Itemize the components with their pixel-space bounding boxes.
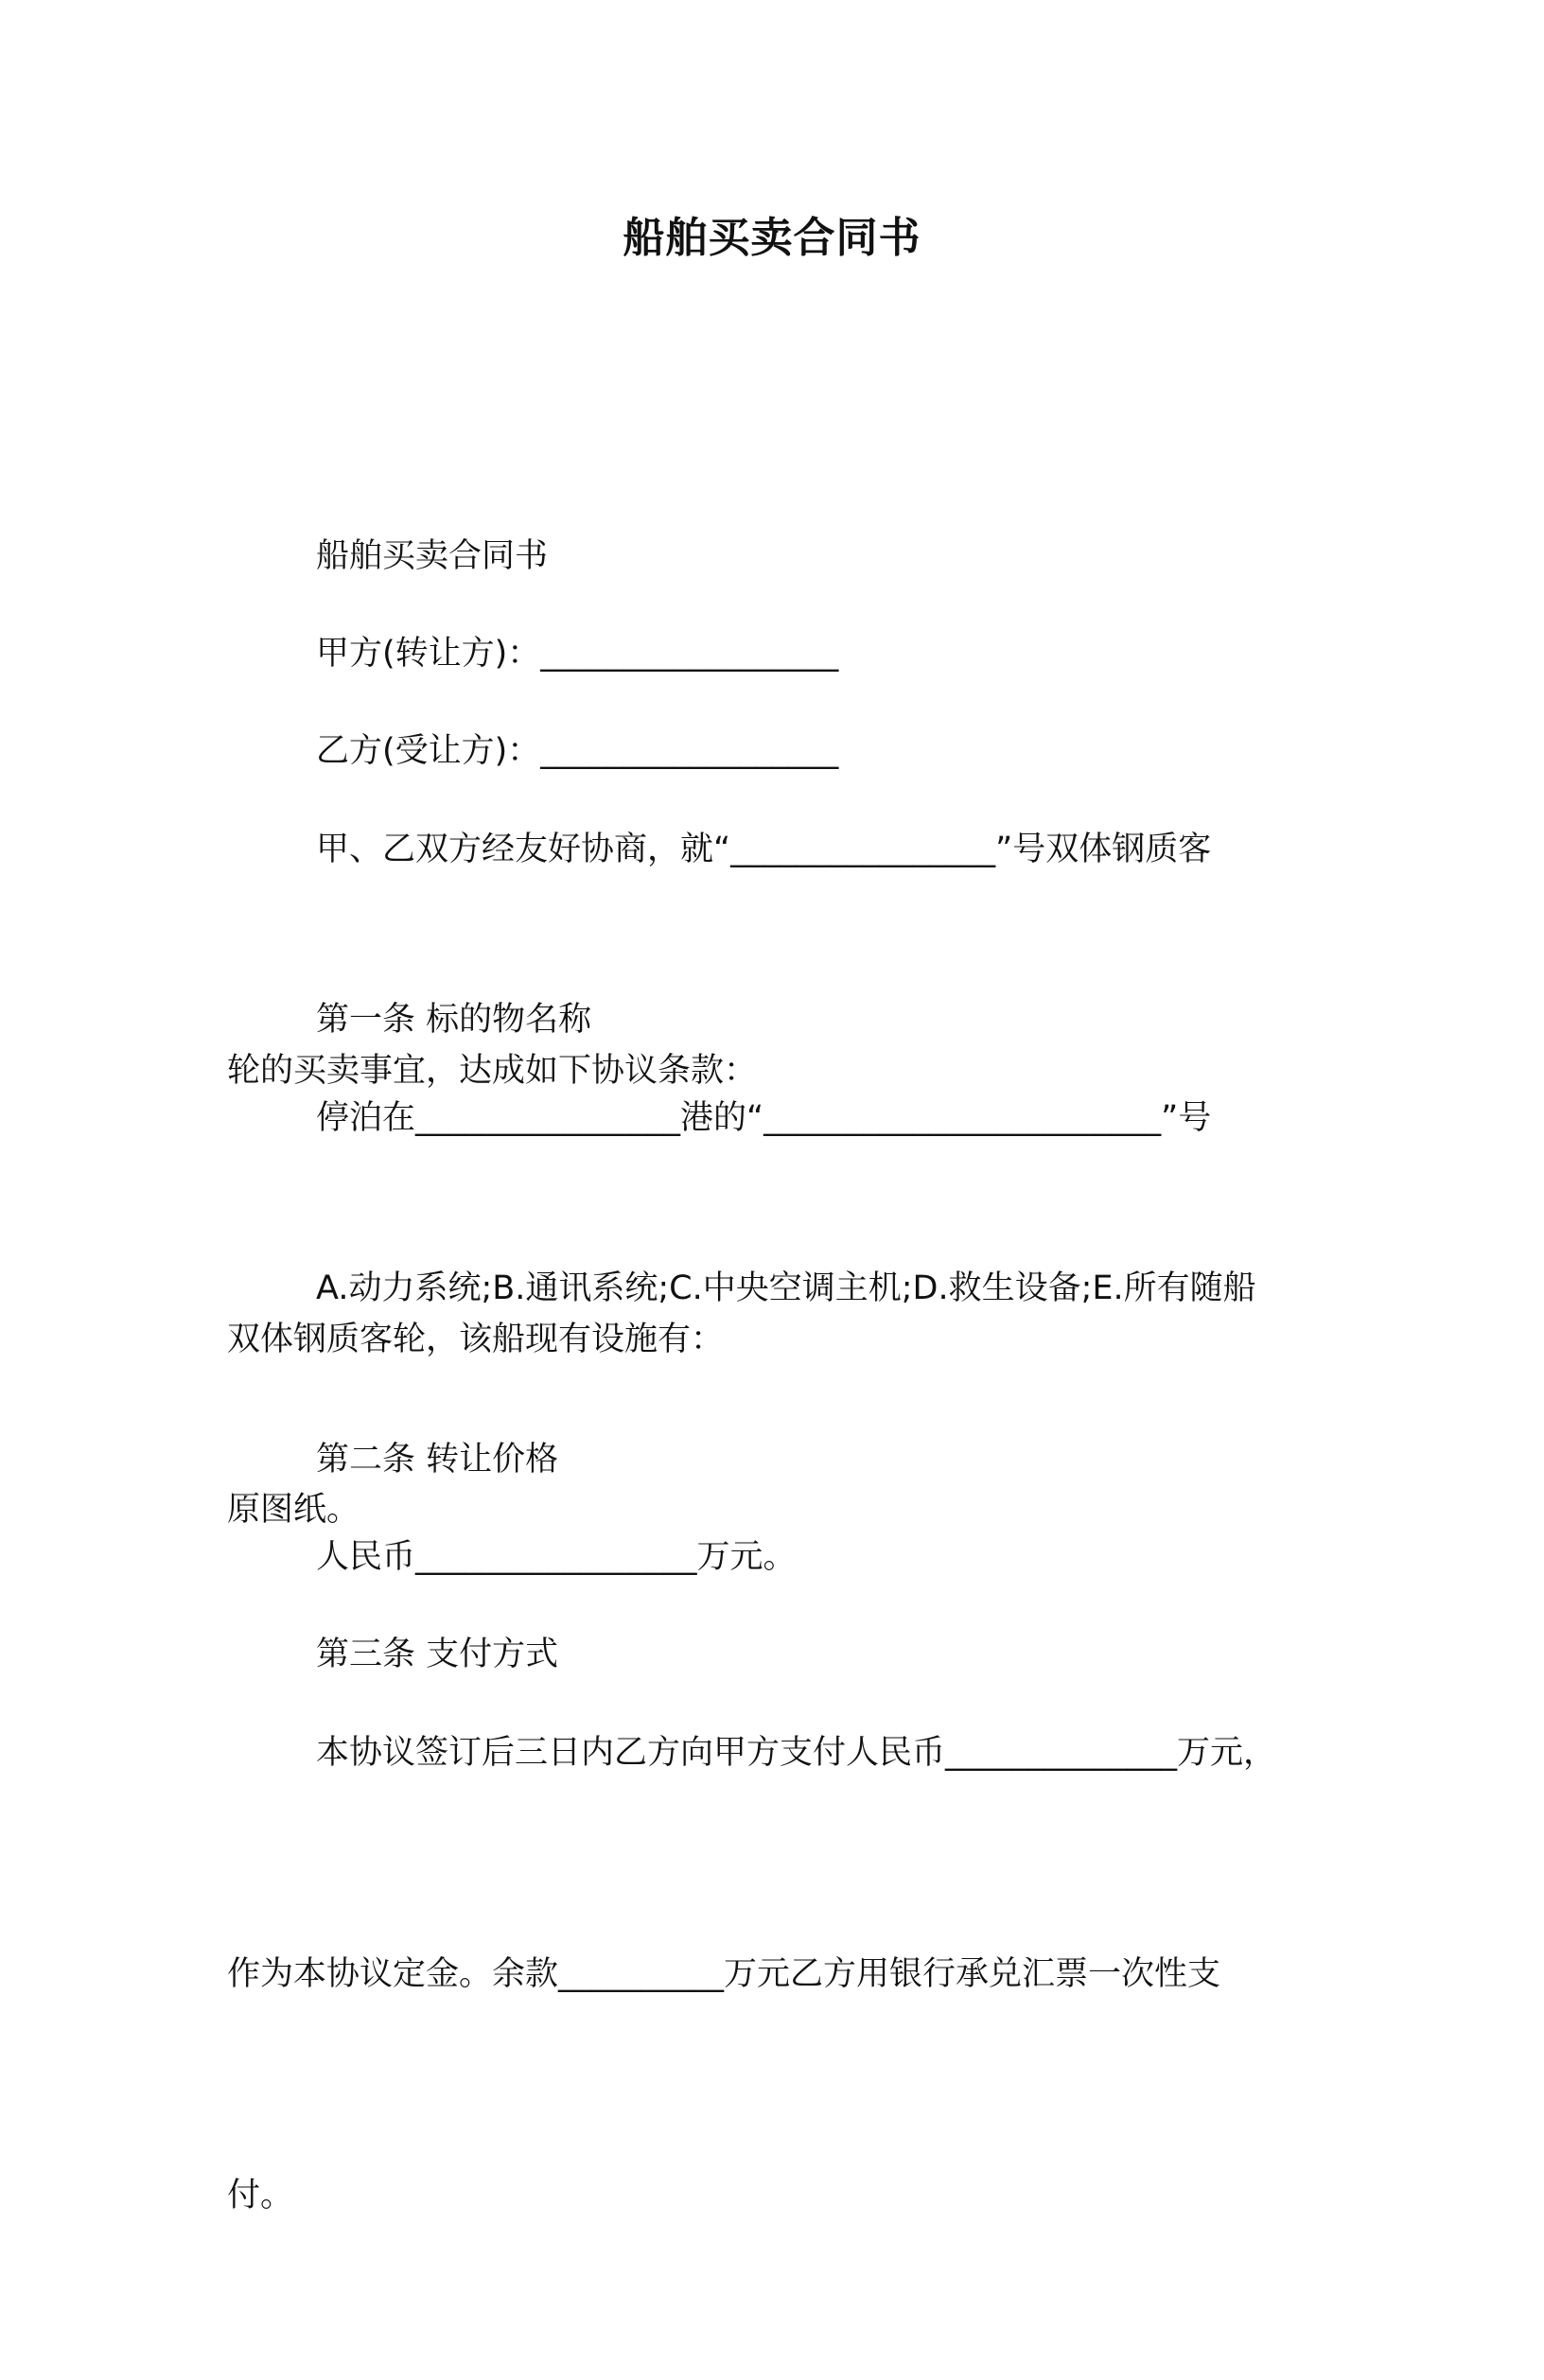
paragraph-line: 第一条 标的物名称 <box>316 1001 592 1039</box>
document-title: 船舶买卖合同书 <box>623 214 921 262</box>
paragraph-line: 本协议签订后三日内乙方向甲方支付人民币______________万元， <box>316 1734 1277 1772</box>
paragraph-line: A.动力系统;B.通讯系统;C.中央空调主机;D.救生设备;E.所有随船 <box>316 1269 1256 1307</box>
paragraph-line: 第二条 转让价格 <box>316 1441 559 1479</box>
paragraph-line: 人民币_________________万元。 <box>316 1538 797 1576</box>
paragraph-line: 停泊在________________港的“________________________”号 <box>316 1099 1212 1137</box>
paragraph-line: 乙方(受让方)：__________________ <box>316 732 839 770</box>
paragraph-line: 付。 <box>227 2177 294 2214</box>
paragraph-line: 双体钢质客轮，该船现有设施有： <box>227 1321 725 1358</box>
paragraph-line: 甲、乙双方经友好协商，就“________________”号双体钢质客 <box>316 831 1212 868</box>
paragraph-line: 轮的买卖事宜，达成如下协议条款： <box>227 1052 758 1090</box>
payment-terms-paragraph <box>227 1568 1315 2380</box>
paragraph-line: 第三条 支付方式 <box>316 1636 559 1673</box>
paragraph-line: 作为本协议定金。余款__________万元乙方用银行承兑汇票一次性支 <box>227 1955 1221 1993</box>
paragraph-line: 原图纸。 <box>227 1491 360 1529</box>
paragraph-line: 甲方(转让方)：__________________ <box>316 635 839 673</box>
paragraph-line: 船舶买卖合同书 <box>316 537 549 575</box>
